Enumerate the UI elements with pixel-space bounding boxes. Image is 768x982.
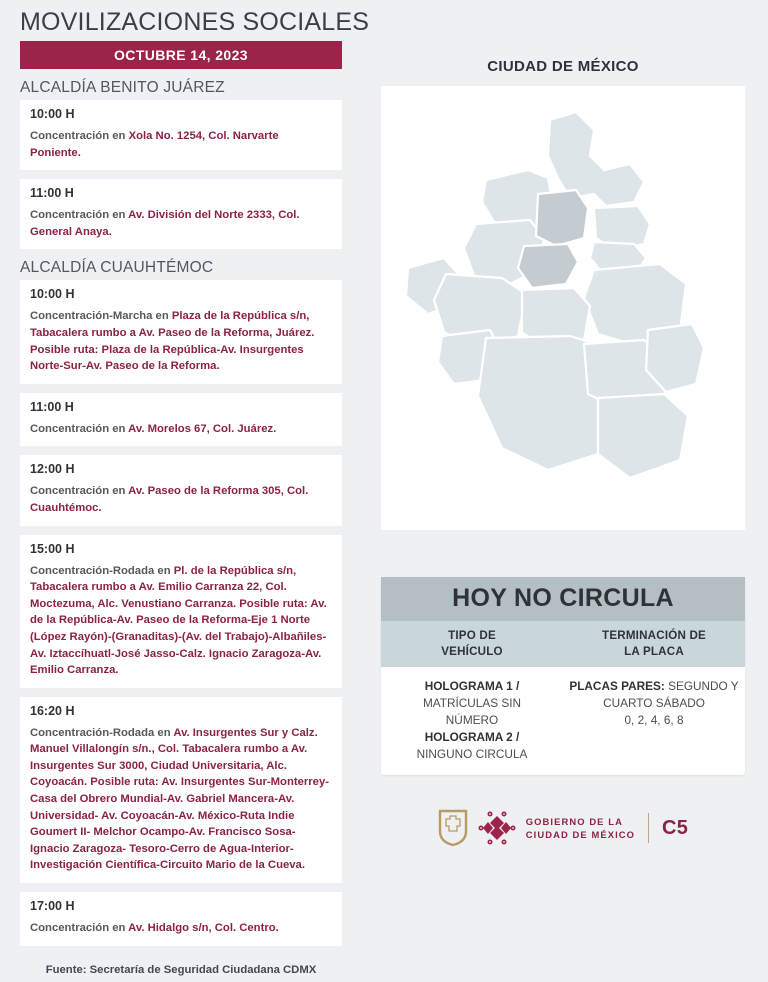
cdmx-map-svg [398, 98, 728, 518]
event-location: Av. División del Norte 2333, Col. General Anaya. [30, 209, 300, 238]
event-time: 12:00 H [30, 462, 75, 477]
event-description [30, 421, 332, 438]
event-time: 15:00 H [30, 541, 75, 556]
event-location: Av. Insurgentes Sur y Calz. Manuel Villalongín s/n., Col. Tabacalera rumbo a Av. Insurgentes Sur 3000, Ciudad Universitaria, Alc. Coyoacán. Posible ruta: Av. Insurgentes Sur-Monterrey-Casa del Obrero Mundial-Av. Gabriel Mancera-Av. Universidad- Av. Coyoacán-Av. México-Ruta Indie Goumert II- Melchor Ocampo-Av. Francisco Sosa-Ignacio Zaragoza- Tesoro-Cerro de Agua-Interior-Investigación Científica-Circuito Mario de la Cueva. [30, 726, 330, 872]
event-lead: Concentración-Marcha en [30, 310, 172, 323]
page-title: MOVILIZACIONES SOCIALES [20, 8, 370, 36]
event-time: 10:00 H [30, 107, 75, 121]
gov-line-2: CIUDAD DE MÉXICO [525, 829, 636, 841]
source-note: Fuente: Secretaría de Seguridad Ciudadana CDMX [45, 963, 317, 976]
hoy-no-circula-title: HOY NO CIRCULA [381, 577, 745, 621]
event-lead: Concentración-Rodada en [30, 564, 174, 577]
plate-rule [563, 678, 745, 712]
event-location: Av. Paseo de la Reforma 305, Col. Cuauhtémoc. [30, 485, 309, 514]
hoy-no-circula-panel [381, 577, 745, 775]
vehicle-line: MATRÍCULAS SIN [422, 695, 522, 710]
vehicle-type-line1: TIPO DE [448, 629, 496, 642]
event-lead: Concentración en [30, 130, 129, 142]
event-card [20, 179, 342, 249]
event-location: Pl. de la República s/n, Tabacalera rumbo a Av. Emilio Carranza 22, Col. Moctezuma, Alc. Venustiano Carranza. Posible ruta: Av. de la República-Av. Paseo de la Reforma-Eje 1 Norte (López Rayón)-(Granaditas)-(Av. del Trabajo)-Albañiles-Av. Iztaccíhuatl-José Jasso-Calz. Ignacio Zaragoza-Av. Emilio Carranza. [30, 564, 327, 677]
hoy-no-circula-subheader [381, 621, 745, 667]
event-lead: Concentración en [30, 422, 129, 435]
borough-list [20, 78, 342, 946]
vehicle-line: HOLOGRAMA 1 / [424, 679, 520, 694]
government-logo [381, 809, 745, 847]
event-location: Xola No. 1254, Col. Narvarte Poniente. [30, 130, 279, 159]
column-header-plate-ending [563, 628, 745, 659]
logo-divider [648, 813, 649, 843]
event-location: Plaza de la República s/n, Tabacalera rumbo a Av. Paseo de la Reforma, Juárez. Posible ruta: Plaza de la República-Av. Insurgentes Norte-Sur-Av. Paseo de la Reforma. [30, 310, 315, 373]
date-banner: OCTUBRE 14, 2023 [20, 41, 342, 69]
government-wordmark [526, 815, 635, 842]
borough-heading: ALCALDÍA BENITO JUÁREZ [20, 79, 225, 96]
plate-schedule: SEGUNDO Y CUARTO SÁBADO [603, 679, 739, 710]
c5-label: C5 [662, 816, 689, 839]
event-lead: Concentración en [30, 485, 129, 498]
event-lead: Concentración-Rodada en [30, 726, 174, 739]
event-card [20, 100, 342, 170]
event-card [20, 455, 342, 525]
vehicle-line: HOLOGRAMA 2 / [424, 729, 520, 744]
event-description [30, 725, 332, 874]
cdmx-map-card [381, 86, 745, 530]
event-time: 16:20 H [30, 703, 75, 718]
map-borough-milpa-alta [598, 394, 688, 478]
map-and-info-column [381, 0, 745, 847]
event-description [30, 308, 332, 374]
map-borough-benito-ju-rez [518, 244, 578, 288]
plate-ending-line2: LA PLACA [624, 644, 684, 658]
vehicle-type-line2: VEHÍCULO [441, 644, 503, 658]
event-card [20, 697, 342, 883]
event-lead: Concentración en [30, 209, 129, 222]
event-description [30, 128, 332, 161]
event-card [20, 280, 342, 383]
event-description [30, 920, 332, 937]
event-time: 17:00 H [30, 899, 75, 914]
plate-ending-line1: TERMINACIÓN DE [602, 629, 706, 642]
mobilizations-column [20, 0, 370, 982]
map-borough-cuauht-moc [536, 190, 588, 246]
event-location: Av. Morelos 67, Col. Juárez. [128, 422, 277, 435]
event-card [20, 393, 342, 447]
event-description [30, 483, 332, 516]
hoy-no-circula-body [381, 667, 745, 775]
event-description [30, 207, 332, 240]
event-time: 11:00 H [30, 399, 74, 414]
plate-label: PLACAS PARES: [569, 679, 665, 694]
vehicle-line: NINGUNO CIRCULA [416, 746, 528, 761]
event-time: 11:00 H [30, 186, 74, 201]
borough-heading: ALCALDÍA CUAUHTÉMOC [20, 259, 214, 277]
event-card [20, 892, 342, 946]
shield-icon [438, 809, 468, 847]
cdmx-logo-icon [477, 809, 517, 847]
vehicle-type-value [381, 678, 563, 762]
event-time: 10:00 H [30, 287, 75, 302]
plate-ending-value [563, 678, 745, 762]
column-header-vehicle-type [381, 628, 563, 659]
vehicle-line: NÚMERO [445, 712, 499, 727]
gov-line-1: GOBIERNO DE LA [525, 816, 623, 828]
plate-digits: 0, 2, 4, 6, 8 [624, 712, 684, 727]
event-lead: Concentración en [30, 922, 129, 935]
event-description [30, 563, 332, 679]
event-card [20, 535, 342, 688]
event-location: Av. Hidalgo s/n, Col. Centro. [128, 922, 279, 935]
map-title: CIUDAD DE MÉXICO [487, 58, 639, 75]
